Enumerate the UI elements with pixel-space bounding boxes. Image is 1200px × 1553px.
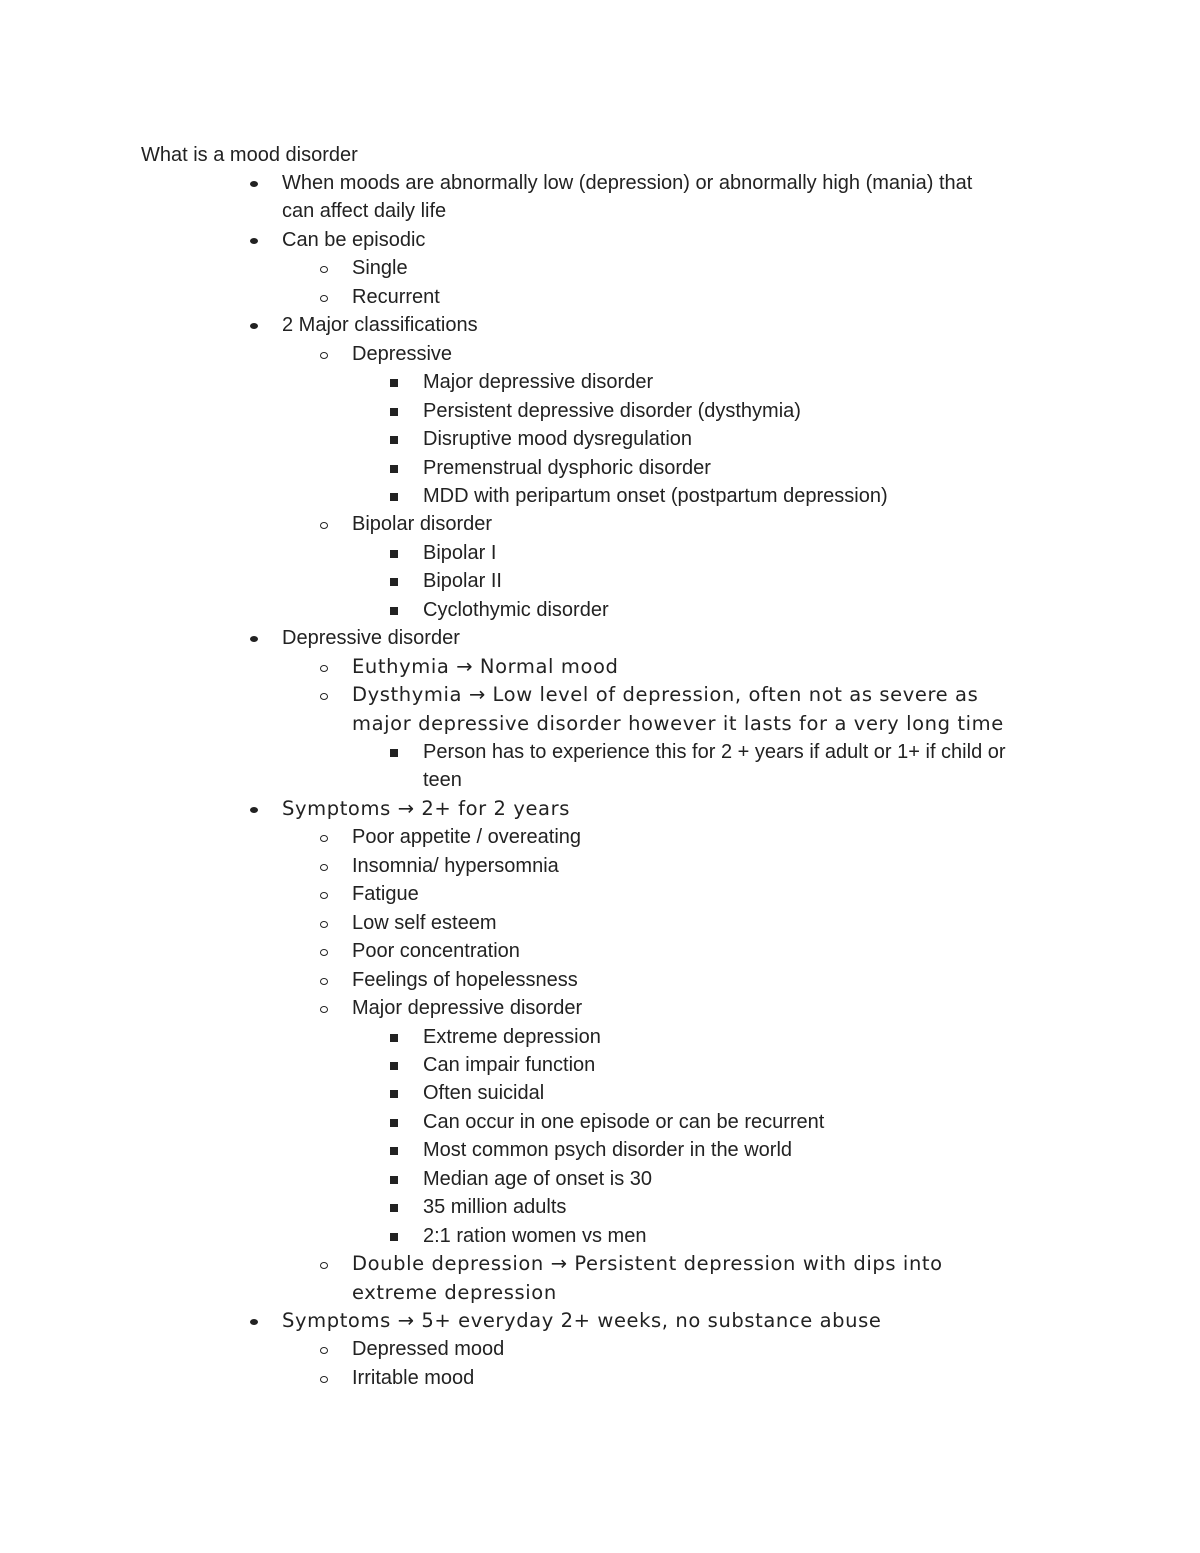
- list-item-text: Major depressive disorder: [423, 371, 654, 393]
- bullet-disc-icon: [250, 1319, 258, 1325]
- list-item-text: Extreme depression: [423, 1026, 601, 1048]
- list-item-text: Median age of onset is 30: [423, 1168, 653, 1190]
- bullet-circle-icon: [320, 1006, 328, 1013]
- list-item-text: Persistent depressive disorder (dysthymia): [423, 400, 801, 422]
- list-item-text: Depressive disorder: [282, 627, 460, 649]
- list-item-text: Poor concentration: [352, 940, 520, 962]
- list-item-text: Symptoms → 5+ everyday 2+ weeks, no substance abuse: [282, 1309, 882, 1332]
- list-item-text: Premenstrual dysphoric disorder: [423, 457, 711, 479]
- list-item-text: Cyclothymic disorder: [423, 599, 609, 621]
- bullet-square-icon: [390, 1090, 398, 1098]
- list-item-text: Bipolar I: [423, 542, 497, 564]
- list-item-text: Single: [352, 257, 408, 279]
- bullet-square-icon: [390, 550, 398, 558]
- list-item-text: Person has to experience this for 2 + years if adult or 1+ if child or: [423, 741, 1006, 763]
- list-item-text: Depressive: [352, 343, 453, 365]
- bullet-square-icon: [390, 1147, 398, 1155]
- list-item-text: Disruptive mood dysregulation: [423, 428, 693, 450]
- list-item-text: teen: [423, 769, 462, 791]
- bullet-circle-icon: [320, 835, 328, 842]
- list-item-text: When moods are abnormally low (depression) or abnormally high (mania) that: [282, 172, 973, 194]
- bullet-square-icon: [390, 408, 398, 416]
- list-item-text: Irritable mood: [352, 1367, 475, 1389]
- bullet-circle-icon: [320, 1347, 328, 1354]
- bullet-square-icon: [390, 1176, 398, 1184]
- bullet-disc-icon: [250, 181, 258, 187]
- bullet-square-icon: [390, 1062, 398, 1070]
- list-item-text: Can occur in one episode or can be recurrent: [423, 1111, 825, 1133]
- page-title: What is a mood disorder: [141, 144, 358, 166]
- bullet-circle-icon: [320, 665, 328, 672]
- bullet-disc-icon: [250, 238, 258, 244]
- bullet-square-icon: [390, 1034, 398, 1042]
- list-item-text: 2:1 ration women vs men: [423, 1225, 647, 1247]
- list-item-text: Recurrent: [352, 286, 440, 308]
- bullet-circle-icon: [320, 978, 328, 985]
- bullet-square-icon: [390, 493, 398, 501]
- list-item-text: Symptoms → 2+ for 2 years: [282, 797, 570, 820]
- list-item-text: Most common psych disorder in the world: [423, 1139, 793, 1161]
- bullet-circle-icon: [320, 864, 328, 871]
- bullet-circle-icon: [320, 1262, 328, 1269]
- bullet-circle-icon: [320, 266, 328, 273]
- bullet-square-icon: [390, 379, 398, 387]
- bullet-square-icon: [390, 578, 398, 586]
- list-item-text: Insomnia/ hypersomnia: [352, 855, 559, 877]
- bullet-square-icon: [390, 1233, 398, 1241]
- bullet-circle-icon: [320, 949, 328, 956]
- list-item-text: Can impair function: [423, 1054, 596, 1076]
- bullet-square-icon: [390, 465, 398, 473]
- bullet-disc-icon: [250, 636, 258, 642]
- bullet-circle-icon: [320, 892, 328, 899]
- bullet-square-icon: [390, 607, 398, 615]
- bullet-disc-icon: [250, 807, 258, 813]
- bullet-circle-icon: [320, 522, 328, 529]
- bullet-circle-icon: [320, 921, 328, 928]
- bullet-circle-icon: [320, 693, 328, 700]
- list-item-text: Poor appetite / overeating: [352, 826, 582, 848]
- bullet-square-icon: [390, 436, 398, 444]
- list-item-text: Dysthymia → Low level of depression, often not as severe as: [352, 683, 979, 706]
- list-item-text: Feelings of hopelessness: [352, 969, 578, 991]
- bullet-disc-icon: [250, 323, 258, 329]
- list-item-text: Double depression → Persistent depression with dips into: [352, 1252, 943, 1275]
- list-item-text: major depressive disorder however it lasts for a very long time: [352, 712, 1004, 735]
- list-item-text: Euthymia → Normal mood: [352, 655, 619, 678]
- list-item-text: Bipolar disorder: [352, 513, 493, 535]
- list-item-text: Major depressive disorder: [352, 997, 583, 1019]
- list-item-text: Fatigue: [352, 883, 419, 905]
- bullet-square-icon: [390, 1119, 398, 1127]
- list-item-text: Bipolar II: [423, 570, 502, 592]
- list-item-text: 35 million adults: [423, 1196, 567, 1218]
- bullet-circle-icon: [320, 295, 328, 302]
- list-item-text: Depressed mood: [352, 1338, 505, 1360]
- list-item-text: can affect daily life: [282, 200, 447, 222]
- bullet-square-icon: [390, 749, 398, 757]
- list-item-text: Often suicidal: [423, 1082, 545, 1104]
- list-item-text: MDD with peripartum onset (postpartum depression): [423, 485, 888, 507]
- bullet-circle-icon: [320, 1376, 328, 1383]
- bullet-circle-icon: [320, 352, 328, 359]
- bullet-square-icon: [390, 1204, 398, 1212]
- list-item-text: 2 Major classifications: [282, 314, 478, 336]
- list-item-text: Can be episodic: [282, 229, 426, 251]
- list-item-text: Low self esteem: [352, 912, 497, 934]
- list-item-text: extreme depression: [352, 1281, 557, 1304]
